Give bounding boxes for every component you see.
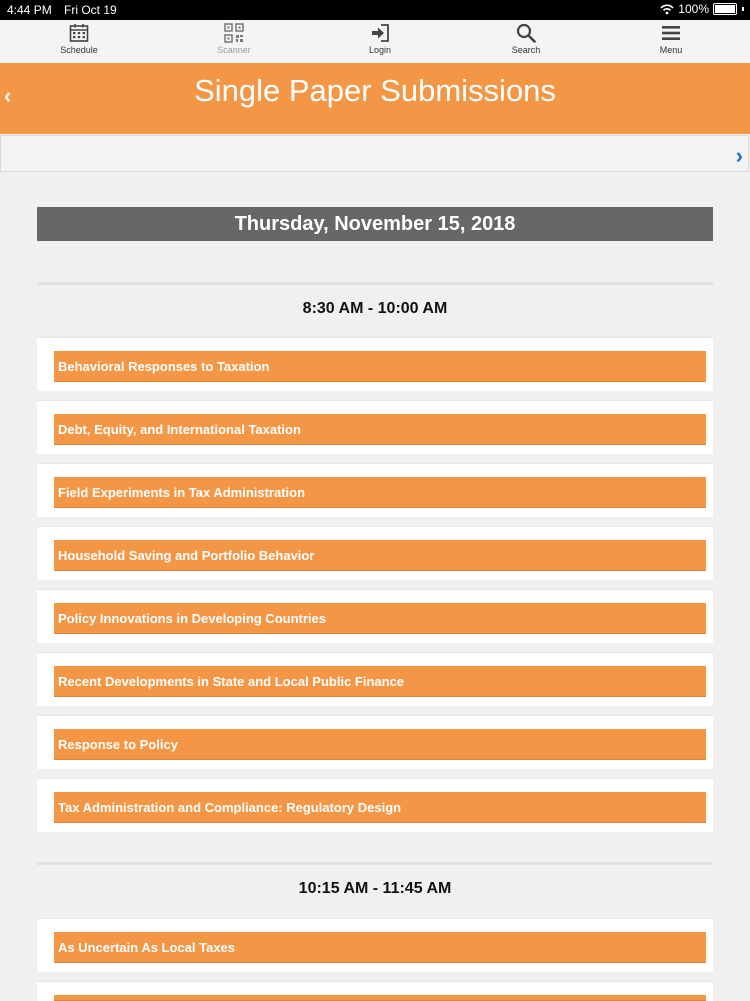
session-button[interactable]: Behavioral Responses to Taxation	[54, 351, 706, 382]
session-card	[37, 463, 713, 517]
menu-icon	[661, 23, 681, 43]
toolbar-menu-label: Menu	[659, 45, 683, 55]
qr-code-icon	[224, 23, 244, 43]
top-toolbar	[0, 20, 750, 64]
session-card	[37, 400, 713, 454]
session-button[interactable]: Recent Developments in State and Local Public Finance	[54, 666, 706, 697]
slot-divider	[37, 862, 713, 865]
time-slot-label: 8:30 AM - 10:00 AM	[302, 300, 448, 317]
toolbar-search[interactable]	[481, 20, 571, 63]
session-card	[37, 918, 713, 972]
session-button-partial[interactable]	[54, 995, 706, 1001]
search-icon	[516, 23, 536, 43]
session-button[interactable]: Debt, Equity, and International Taxation	[54, 414, 706, 445]
toolbar-scanner[interactable]	[189, 20, 279, 63]
session-button[interactable]: Field Experiments in Tax Administration	[54, 477, 706, 508]
toolbar-scanner-label: Scanner	[217, 45, 251, 55]
toolbar-menu[interactable]	[626, 20, 716, 63]
status-right	[660, 2, 744, 16]
next-chevron-icon[interactable]: ›	[735, 143, 743, 168]
session-button[interactable]: Response to Policy	[54, 729, 706, 760]
page-title: Single Paper Submissions	[194, 73, 556, 108]
session-card	[37, 981, 713, 1001]
wifi-icon	[660, 4, 674, 15]
session-button[interactable]: Tax Administration and Compliance: Regulatory Design	[54, 792, 706, 823]
toolbar-schedule-label: Schedule	[60, 45, 98, 55]
toolbar-login-label: Login	[368, 45, 392, 55]
session-button[interactable]: Policy Innovations in Developing Countries	[54, 603, 706, 634]
page-header	[0, 63, 750, 134]
session-card	[37, 715, 713, 769]
session-button[interactable]: As Uncertain As Local Taxes	[54, 932, 706, 963]
session-card	[37, 526, 713, 580]
battery-icon	[713, 3, 737, 15]
battery-percent: 100%	[678, 2, 709, 16]
day-header: Thursday, November 15, 2018	[37, 207, 713, 241]
slot-divider	[37, 282, 713, 285]
calendar-icon	[69, 23, 89, 43]
session-card	[37, 778, 713, 832]
session-card	[37, 652, 713, 706]
session-card	[37, 589, 713, 643]
back-chevron-icon[interactable]: ‹	[4, 83, 12, 108]
session-card	[37, 337, 713, 391]
toolbar-schedule[interactable]	[34, 20, 124, 63]
status-date: Fri Oct 19	[64, 3, 117, 17]
login-icon	[370, 23, 390, 43]
session-button[interactable]: Household Saving and Portfolio Behavior	[54, 540, 706, 571]
toolbar-search-label: Search	[511, 45, 541, 55]
status-bar	[0, 0, 750, 20]
status-time: 4:44 PM	[7, 3, 52, 17]
date-nav-bar	[0, 135, 749, 172]
time-slot-label: 10:15 AM - 11:45 AM	[298, 880, 452, 897]
toolbar-login[interactable]	[335, 20, 425, 63]
battery-cap	[742, 7, 744, 11]
